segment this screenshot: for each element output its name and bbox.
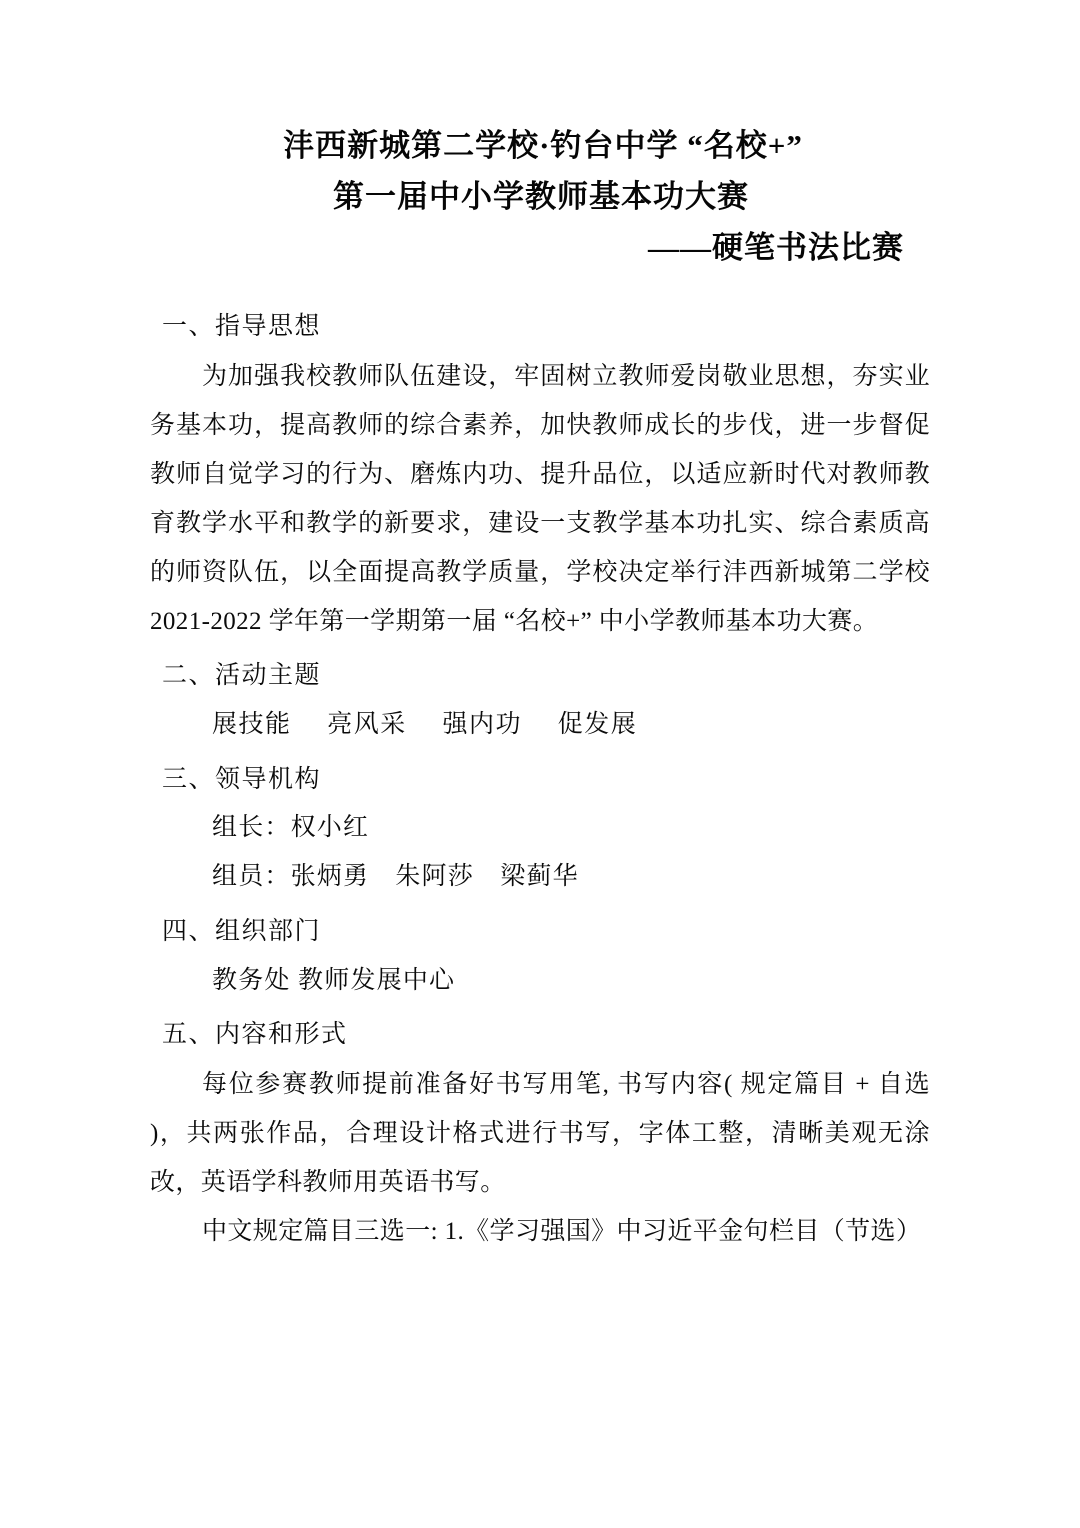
theme-item-4: 促发展 [557, 710, 638, 738]
theme-item-3: 强内功 [442, 710, 523, 738]
members-line: 组员：张炳勇 朱阿莎 梁蓟华 [212, 863, 579, 891]
title-line-1: 沣西新城第二学校·钓台中学 “名校+” [283, 128, 803, 163]
section-heading-4: 四、组织部门 [162, 917, 322, 945]
department-line: 教务处 教师发展中心 [212, 966, 456, 994]
theme-item-1: 展技能 [212, 710, 292, 738]
title-line-2: 第一届中小学教师基本功大赛 [333, 179, 749, 215]
theme-item-2: 亮风采 [327, 710, 407, 738]
document-title [150, 120, 930, 273]
leader-line: 组长：权小红 [212, 814, 370, 842]
activity-theme-line [212, 701, 930, 750]
title-line-3: ——硬笔书法比赛 [648, 230, 904, 266]
section-heading-1: 一、指导思想 [162, 313, 322, 341]
section-paragraph-1: 为加强我校教师队伍建设，牢固树立教师爱岗敬业思想，夯实业务基本功，提高教师的综合素养，加快教师成长的步伐，进一步督促教师自觉学习的行为、磨炼内功、提升品位，以适应新时代对教师教育教学水平和教学的新要求，建设一支教学基本功扎实、综合素质高的师资队伍，以全面提高教学质量，学校决定举行沣西新城第二学校 2021-2022 学年第一学期第一届 “名校+” 中小学教师基本功大赛。 [150, 363, 930, 636]
section-heading-5: 五、内容和形式 [162, 1021, 348, 1049]
section-heading-3: 三、领导机构 [162, 765, 322, 793]
section-heading-2: 二、活动主题 [162, 662, 322, 690]
section-paragraph-5b: 中文规定篇目三选一: 1.《学习强国》中习近平金句栏目（节选） [202, 1218, 922, 1246]
section-paragraph-5: 每位参赛教师提前准备好书写用笔, 书写内容( 规定篇目 + 自选 )，共两张作品，合理设计格式进行书写，字体工整，清晰美观无涂改，英语学科教师用英语书写。 [150, 1071, 930, 1197]
